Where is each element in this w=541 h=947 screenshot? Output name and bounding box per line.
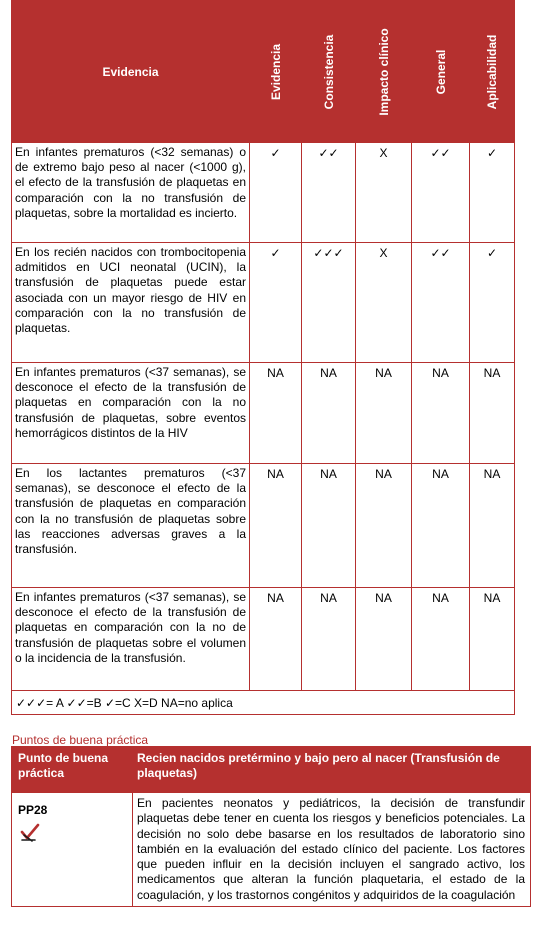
rating-consistencia: ✓✓✓ — [302, 243, 356, 363]
rating-consistencia: NA — [302, 464, 356, 588]
table-row — [12, 243, 515, 363]
good-practice-text: En pacientes neonatos y pediátricos, la decisión de transfundir plaquetas debe tener en cuenta los riesgos y beneficios potenciales. La decisión no solo debe basarse en los resultados de laboratorio sino también en la evaluación del estado clínico del paciente. Los factores que pueden influir en la decisión incluyen el sangrado activo, los medicamentos que alteran la función plaquetaria, el estado de la coagulación, y los trastornos congénitos y adquiridos de la coagulación — [133, 793, 531, 907]
table-row — [12, 143, 515, 243]
legend-row — [12, 691, 515, 715]
rating-consistencia: NA — [302, 363, 356, 464]
rating-impacto-clinico: X — [356, 243, 412, 363]
good-practice-code-cell — [12, 793, 133, 907]
rating-consistencia: NA — [302, 588, 356, 691]
header-impacto-clinico: Impacto clínico — [356, 1, 412, 143]
good-practice-col1-header: Punto de buena práctica — [12, 747, 133, 793]
header-evidence: Evidencia — [12, 1, 250, 143]
rating-general: NA — [412, 588, 470, 691]
rating-consistencia: ✓✓ — [302, 143, 356, 243]
rating-aplicabilidad: NA — [470, 588, 515, 691]
rating-evidencia: NA — [250, 588, 302, 691]
rating-evidencia: NA — [250, 363, 302, 464]
evidence-statement: En infantes prematuros (<37 semanas), se desconoce el efecto de la transfusión de plaquetas en comparación con la no de transfusión de plaquetas sobre el volumen o la incidencia de la transfusión. — [12, 588, 250, 691]
table-row — [12, 464, 515, 588]
good-practice-code: PP28 — [18, 803, 48, 817]
rating-aplicabilidad: ✓ — [470, 243, 515, 363]
table-row — [12, 793, 531, 907]
good-practice-table — [11, 746, 531, 907]
rating-impacto-clinico: NA — [356, 464, 412, 588]
header-evidencia: Evidencia — [250, 1, 302, 143]
good-practice-header — [12, 747, 531, 793]
evidence-statement: En infantes prematuros (<37 semanas), se desconoce el efecto de la transfusión de plaquetas en comparación con la no transfusión de plaquetas, sobre eventos hemorrágicos distintos de la HIV — [12, 363, 250, 464]
evidence-statement: En los recién nacidos con trombocitopenia admitidos en UCI neonatal (UCIN), la transfusión de plaquetas puede estar asociada con un mayor riesgo de HIV en comparación con la no transfusión de plaquetas. — [12, 243, 250, 363]
rating-general: NA — [412, 363, 470, 464]
rating-aplicabilidad: NA — [470, 464, 515, 588]
rating-evidencia: NA — [250, 464, 302, 588]
rating-general: NA — [412, 464, 470, 588]
evidence-table-header — [12, 1, 515, 143]
table-row — [12, 588, 515, 691]
rating-evidencia: ✓ — [250, 243, 302, 363]
rating-aplicabilidad: NA — [470, 363, 515, 464]
rating-aplicabilidad: ✓ — [470, 143, 515, 243]
evidence-statement: En los lactantes prematuros (<37 semanas), se desconoce el efecto de la transfusión de plaquetas en comparación con la no transfusión de plaquetas sobre las reacciones adversas graves a la transfusión. — [12, 464, 250, 588]
checkmark-pen-icon — [20, 823, 42, 843]
good-practice-col2-header: Recien nacidos pretérmino y bajo pero al nacer (Transfusión de plaquetas) — [133, 747, 531, 793]
header-general: General — [412, 1, 470, 143]
evidence-table — [11, 0, 515, 715]
header-consistencia: Consistencia — [302, 1, 356, 143]
header-aplicabilidad: Aplicabilidad — [470, 1, 515, 143]
rating-impacto-clinico: NA — [356, 363, 412, 464]
rating-impacto-clinico: X — [356, 143, 412, 243]
rating-evidencia: ✓ — [250, 143, 302, 243]
rating-impacto-clinico: NA — [356, 588, 412, 691]
legend: ✓✓✓= A ✓✓=B ✓=C X=D NA=no aplica — [12, 691, 515, 715]
evidence-statement: En infantes prematuros (<32 semanas) o de extremo bajo peso al nacer (<1000 g), el efecto de la transfusión de plaquetas en comparación con la no transfusión de plaquetas, sobre la mortalidad es incierto. — [12, 143, 250, 243]
rating-general: ✓✓ — [412, 143, 470, 243]
table-row — [12, 363, 515, 464]
rating-general: ✓✓ — [412, 243, 470, 363]
good-practice-heading: Puntos de buena práctica — [12, 733, 149, 747]
